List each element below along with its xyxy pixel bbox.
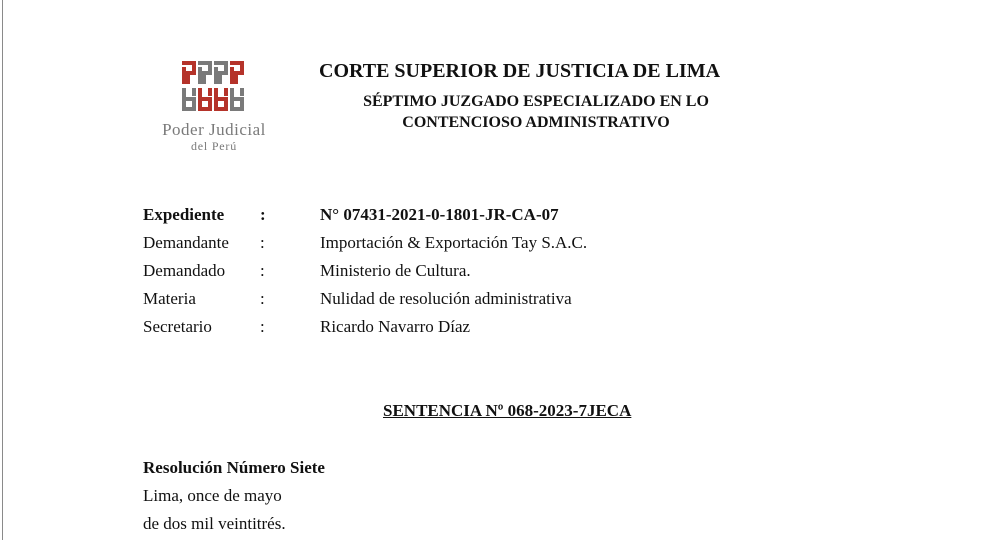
court-subtitle-line2: CONTENCIOSO ADMINISTRATIVO xyxy=(402,114,670,131)
court-subtitle xyxy=(336,91,736,133)
case-value: Nulidad de resolución administrativa xyxy=(320,289,572,308)
sentence-title: SENTENCIA Nº 068-2023-7JECA xyxy=(383,401,632,420)
case-value: Ricardo Navarro Díaz xyxy=(320,317,471,336)
date-line-2: de dos mil veintitrés. xyxy=(143,514,286,533)
case-label: Secretario xyxy=(143,317,212,336)
court-name: CORTE SUPERIOR DE JUSTICIA DE LIMA xyxy=(319,60,721,82)
case-separator: : xyxy=(260,205,266,224)
case-separator: : xyxy=(260,233,265,252)
case-separator: : xyxy=(260,289,265,308)
page-edge xyxy=(2,0,3,540)
date-line-1: Lima, once de mayo xyxy=(143,486,282,505)
case-value: Ministerio de Cultura. xyxy=(320,261,471,280)
case-separator: : xyxy=(260,261,265,280)
logo-text-poder-judicial: Poder Judicial xyxy=(162,120,266,139)
case-value: N° 07431-2021-0-1801-JR-CA-07 xyxy=(320,205,559,224)
case-value: Importación & Exportación Tay S.A.C. xyxy=(320,233,588,252)
poder-judicial-logo xyxy=(143,57,285,157)
case-separator: : xyxy=(260,317,265,336)
logo-text-del-peru: del Perú xyxy=(190,139,238,153)
case-label: Demandado xyxy=(143,261,226,280)
court-subtitle-line1: SÉPTIMO JUZGADO ESPECIALIZADO EN LO xyxy=(363,93,709,110)
case-label: Expediente xyxy=(143,205,225,224)
case-label: Materia xyxy=(143,289,196,308)
resolution-heading: Resolución Número Siete xyxy=(143,458,325,477)
poder-judicial-emblem-icon xyxy=(181,60,245,112)
case-label: Demandante xyxy=(143,233,229,252)
